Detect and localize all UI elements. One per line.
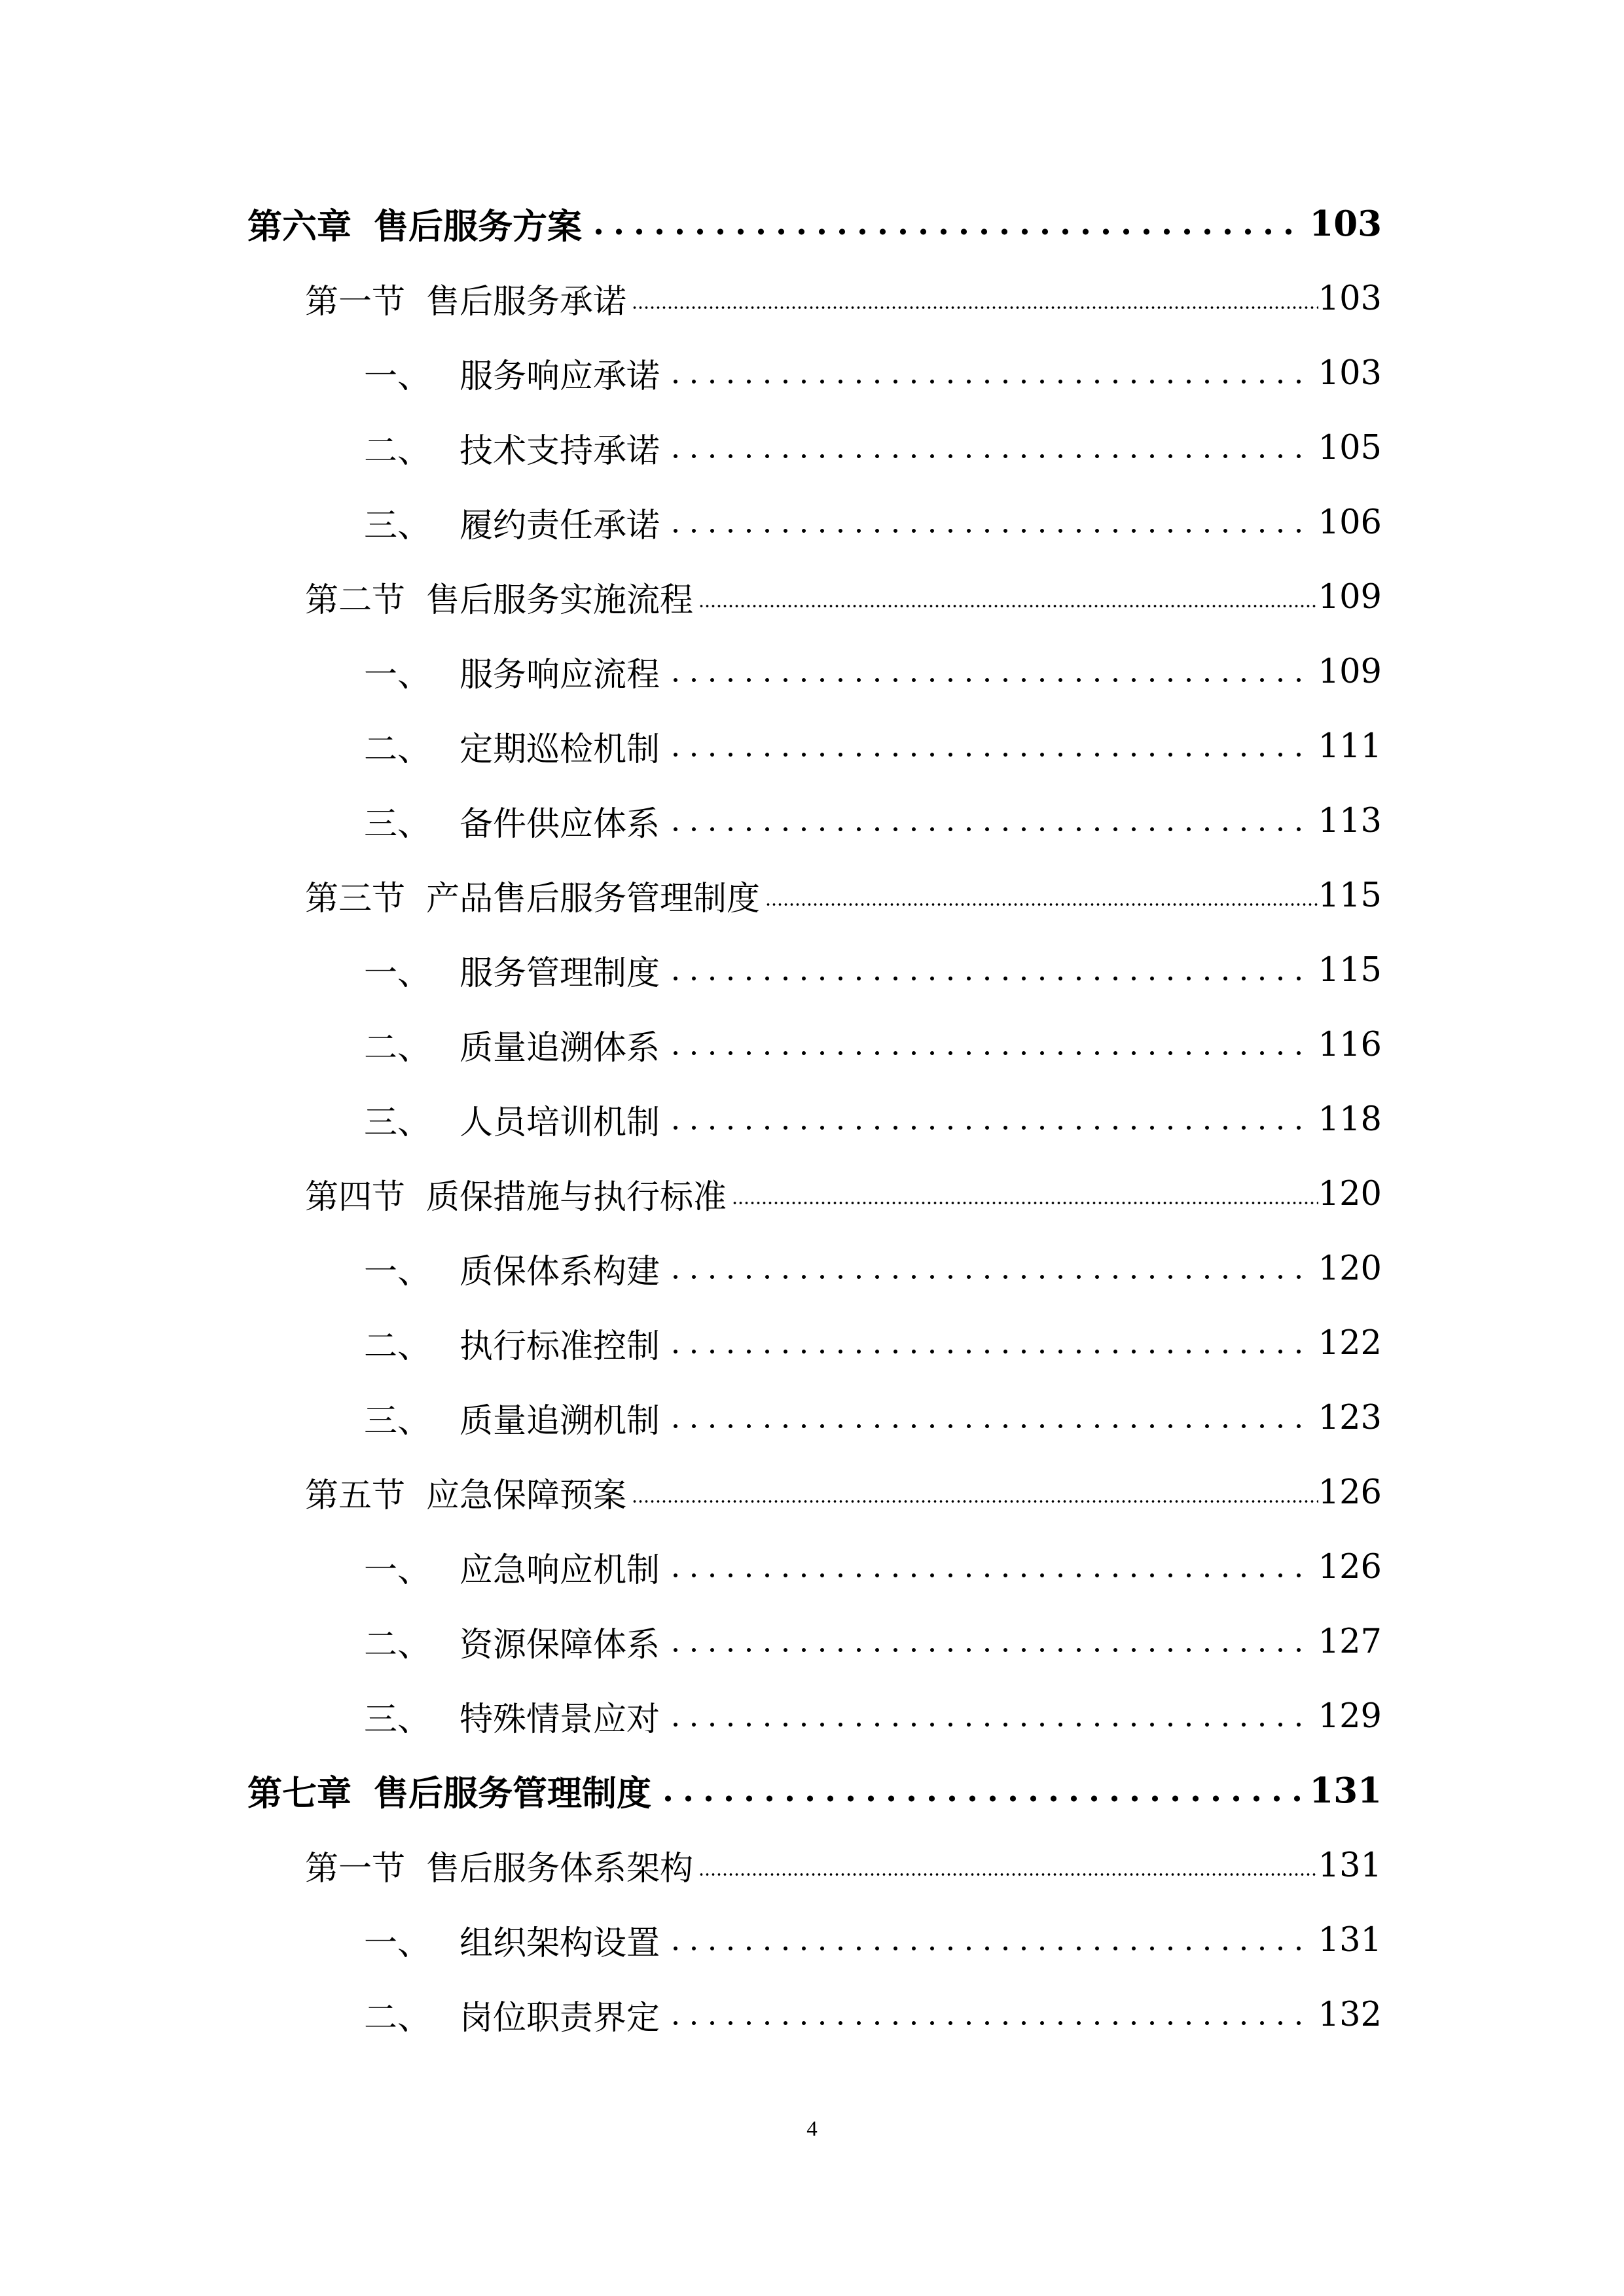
- toc-entry-section[interactable]: [305, 1460, 1382, 1525]
- toc-entry-title: 售后服务方案: [374, 206, 582, 247]
- toc-entry-page: 109: [1318, 652, 1382, 691]
- toc-entry-title: 人员培训机制: [460, 1103, 660, 1142]
- toc-dot-leader: [666, 1907, 1309, 1973]
- toc-entry-number: 一、: [364, 656, 431, 694]
- toc-entry-number: 三、: [364, 1103, 431, 1142]
- toc-entry-item[interactable]: [364, 639, 1382, 704]
- toc-entry-number: 第二节: [305, 581, 406, 620]
- toc-entry-item[interactable]: [364, 1012, 1382, 1077]
- toc-entry-item[interactable]: [364, 1310, 1382, 1376]
- toc-entry-title: 产品售后服务管理制度: [426, 880, 761, 918]
- toc-dot-leader: [666, 1385, 1309, 1450]
- toc-dot-leader: [666, 1683, 1309, 1749]
- toc-entry-page: 123: [1318, 1398, 1382, 1437]
- toc-entry-page: 115: [1318, 950, 1382, 990]
- toc-entry-number: 二、: [364, 730, 431, 769]
- toc-entry-title: 应急保障预案: [426, 1477, 627, 1515]
- toc-entry-title: 质保体系构建: [460, 1253, 660, 1291]
- toc-entry-title: 履约责任承诺: [460, 507, 660, 545]
- toc-entry-number: 第六章: [247, 206, 352, 247]
- toc-entry-title: 服务响应承诺: [460, 357, 660, 396]
- toc-entry-title: 执行标准控制: [460, 1327, 660, 1366]
- toc-entry-page: 115: [1318, 876, 1382, 915]
- toc-entry-item[interactable]: [364, 1534, 1382, 1600]
- toc-entry-number: 第三节: [305, 880, 406, 918]
- toc-entry-number: 一、: [364, 954, 431, 993]
- toc-entry-item[interactable]: [364, 415, 1382, 480]
- toc-entry-title: 售后服务实施流程: [426, 581, 694, 620]
- toc-entry-page: 122: [1318, 1323, 1382, 1363]
- toc-entry-number: 一、: [364, 1253, 431, 1291]
- toc-entry-item[interactable]: [364, 1907, 1382, 1973]
- toc-entry-item[interactable]: [364, 1982, 1382, 2047]
- toc-entry-page: 103: [1318, 353, 1382, 393]
- toc-entry-title: 质量追溯体系: [460, 1029, 660, 1067]
- toc-entry-page: 131: [1309, 1770, 1382, 1811]
- toc-entry-number: 三、: [364, 1700, 431, 1739]
- toc-dot-leader: [666, 1236, 1309, 1301]
- toc-entry-item[interactable]: [364, 1236, 1382, 1301]
- toc-dot-leader: [666, 1086, 1309, 1152]
- toc-entry-title: 售后服务体系架构: [426, 1850, 694, 1888]
- toc-entry-page: 103: [1318, 279, 1382, 318]
- toc-entry-page: 120: [1318, 1249, 1382, 1288]
- toc-dot-leader: [698, 1833, 1318, 1898]
- toc-entry-number: 第五节: [305, 1477, 406, 1515]
- toc-entry-number: 二、: [364, 1327, 431, 1366]
- toc-dot-leader: [658, 1758, 1300, 1823]
- toc-entry-title: 资源保障体系: [460, 1626, 660, 1664]
- toc-dot-leader: [666, 1534, 1309, 1600]
- toc-entry-page: 105: [1318, 428, 1382, 467]
- toc-entry-page: 126: [1318, 1547, 1382, 1587]
- toc-dot-leader: [666, 490, 1309, 555]
- page-number: 4: [806, 2117, 818, 2141]
- toc-entry-item[interactable]: [364, 1385, 1382, 1450]
- toc-entry-page: 118: [1318, 1100, 1382, 1139]
- toc-entry-item[interactable]: [364, 1086, 1382, 1152]
- toc-entry-title: 应急响应机制: [460, 1551, 660, 1590]
- toc-entry-number: 二、: [364, 1029, 431, 1067]
- toc-entry-page: 120: [1318, 1174, 1382, 1213]
- toc-dot-leader: [765, 863, 1318, 928]
- toc-entry-page: 131: [1318, 1920, 1382, 1960]
- toc-entry-number: 二、: [364, 1999, 431, 2037]
- toc-entry-item[interactable]: [364, 937, 1382, 1003]
- toc-dot-leader: [666, 1982, 1309, 2047]
- toc-entry-page: 109: [1318, 577, 1382, 617]
- toc-entry-section[interactable]: [305, 1833, 1382, 1898]
- toc-entry-page: 106: [1318, 503, 1382, 542]
- toc-dot-leader: [666, 1012, 1309, 1077]
- toc-entry-section[interactable]: [305, 863, 1382, 928]
- toc-entry-number: 一、: [364, 1924, 431, 1963]
- toc-entry-title: 岗位职责界定: [460, 1999, 660, 2037]
- toc-dot-leader: [588, 191, 1300, 257]
- toc-entry-title: 服务响应流程: [460, 656, 660, 694]
- toc-entry-page: 131: [1318, 1846, 1382, 1885]
- toc-entry-number: 二、: [364, 1626, 431, 1664]
- toc-dot-leader: [666, 937, 1309, 1003]
- toc-entry-number: 一、: [364, 1551, 431, 1590]
- toc-entry-title: 定期巡检机制: [460, 730, 660, 769]
- toc-entry-page: 126: [1318, 1473, 1382, 1512]
- toc-entry-item[interactable]: [364, 713, 1382, 779]
- toc-entry-title: 质量追溯机制: [460, 1402, 660, 1441]
- toc-entry-title: 备件供应体系: [460, 805, 660, 844]
- toc-dot-leader: [732, 1161, 1318, 1227]
- toc-entry-item[interactable]: [364, 788, 1382, 853]
- toc-entry-item[interactable]: [364, 1683, 1382, 1749]
- toc-entry-section[interactable]: [305, 266, 1382, 331]
- toc-entry-title: 售后服务承诺: [426, 283, 627, 321]
- toc-entry-number: 第四节: [305, 1178, 406, 1217]
- toc-entry-number: 一、: [364, 357, 431, 396]
- toc-entry-number: 第一节: [305, 283, 406, 321]
- toc-entry-page: 116: [1318, 1025, 1382, 1064]
- toc-dot-leader: [666, 1310, 1309, 1376]
- toc-entry-page: 132: [1318, 1995, 1382, 2034]
- toc-entry-number: 第七章: [247, 1773, 352, 1814]
- toc-entry-number: 三、: [364, 507, 431, 545]
- toc-entry-chapter[interactable]: [247, 191, 1382, 257]
- toc-entry-number: 二、: [364, 432, 431, 471]
- toc-dot-leader: [666, 1609, 1309, 1674]
- toc-dot-leader: [666, 340, 1309, 406]
- toc-entry-title: 质保措施与执行标准: [426, 1178, 727, 1217]
- toc-entry-number: 三、: [364, 805, 431, 844]
- toc-entry-title: 技术支持承诺: [460, 432, 660, 471]
- toc-dot-leader: [666, 788, 1309, 853]
- toc-entry-item[interactable]: [364, 340, 1382, 406]
- toc-entry-page: 129: [1318, 1696, 1382, 1736]
- toc-entry-title: 售后服务管理制度: [374, 1773, 651, 1814]
- toc-entry-item[interactable]: [364, 1609, 1382, 1674]
- toc-entry-page: 113: [1318, 801, 1382, 840]
- toc-dot-leader: [632, 266, 1318, 331]
- toc-entry-section[interactable]: [305, 1161, 1382, 1227]
- toc-entry-title: 特殊情景应对: [460, 1700, 660, 1739]
- toc-dot-leader: [666, 639, 1309, 704]
- toc-entry-number: 第一节: [305, 1850, 406, 1888]
- toc-entry-chapter[interactable]: [247, 1758, 1382, 1823]
- toc-entry-page: 127: [1318, 1622, 1382, 1661]
- toc-entry-title: 服务管理制度: [460, 954, 660, 993]
- toc-dot-leader: [666, 415, 1309, 480]
- toc-entry-number: 三、: [364, 1402, 431, 1441]
- toc-entry-title: 组织架构设置: [460, 1924, 660, 1963]
- toc-dot-leader: [666, 713, 1309, 779]
- toc-entry-item[interactable]: [364, 490, 1382, 555]
- toc-dot-leader: [632, 1460, 1318, 1525]
- toc-entry-page: 111: [1318, 726, 1382, 766]
- toc-dot-leader: [698, 564, 1318, 630]
- toc-entry-section[interactable]: [305, 564, 1382, 630]
- toc-entry-page: 103: [1309, 204, 1382, 244]
